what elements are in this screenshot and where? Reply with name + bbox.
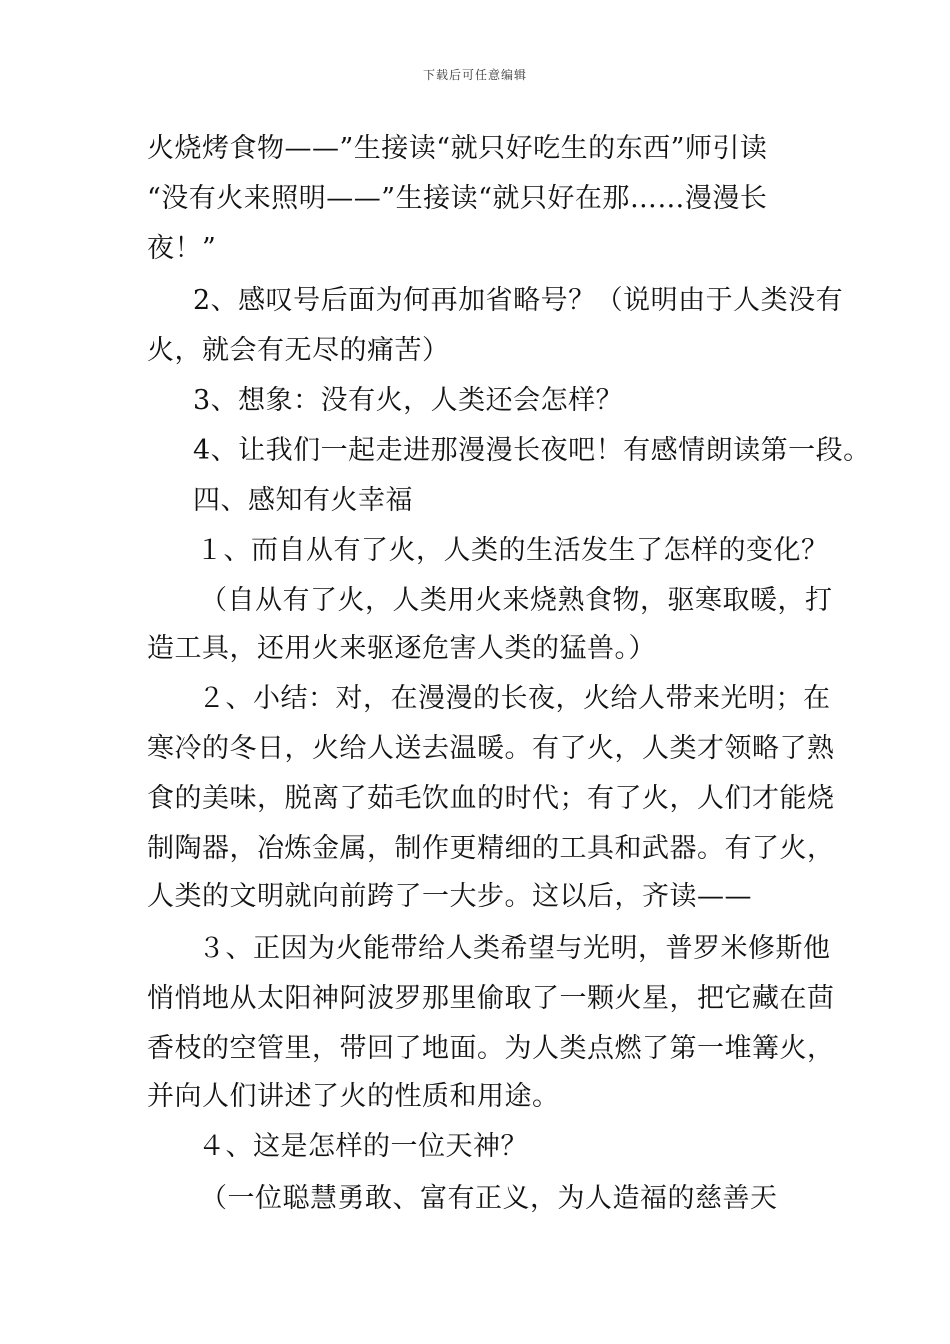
- paragraph-line: 夜！”: [147, 233, 217, 264]
- paragraph-line: 食的美味，脱离了茹毛饮血的时代；有了火，人们才能烧: [147, 783, 835, 814]
- paragraph-line: “没有火来照明——”生接读“就只好在那……漫漫长: [147, 183, 768, 214]
- paragraph-line: 寒冷的冬日，火给人送去温暖。有了火，人类才领略了熟: [147, 733, 835, 764]
- paragraph-line: （一位聪慧勇敢、富有正义，为人造福的慈善天: [200, 1183, 778, 1214]
- page-header: 下载后可任意编辑: [422, 68, 527, 82]
- paragraph-line: 香枝的空管里，带回了地面。为人类点燃了第一堆篝火，: [147, 1033, 835, 1064]
- section-heading: 四、感知有火幸福: [193, 485, 413, 516]
- paragraph-line: 造工具，还用火来驱逐危害人类的猛兽。）: [147, 633, 656, 664]
- paragraph-line: 制陶器，冶炼金属，制作更精细的工具和武器。有了火，: [147, 833, 835, 864]
- paragraph-line: 火，就会有无尽的痛苦）: [147, 335, 450, 366]
- paragraph-line: ２、小结：对，在漫漫的长夜，火给人带来光明；在: [198, 683, 831, 714]
- paragraph-line: ４、这是怎样的一位天神？: [198, 1131, 528, 1162]
- paragraph-line: 火烧烤食物——”生接读“就只好吃生的东西”师引读: [147, 133, 768, 164]
- paragraph-line: 人类的文明就向前跨了一大步。这以后，齐读——: [147, 881, 752, 912]
- paragraph-line: ３、正因为火能带给人类希望与光明，普罗米修斯他: [198, 933, 831, 964]
- paragraph-line: １、而自从有了火，人类的生活发生了怎样的变化？: [196, 535, 829, 566]
- paragraph-line: 悄悄地从太阳神阿波罗那里偷取了一颗火星，把它藏在茴: [147, 983, 835, 1014]
- paragraph-line: （自从有了火，人类用火来烧熟食物，驱寒取暖，打: [200, 585, 833, 616]
- paragraph-line: 3、想象：没有火，人类还会怎样？: [193, 385, 624, 416]
- paragraph-line: 4、让我们一起走进那漫漫长夜吧！有感情朗读第一段。: [193, 435, 871, 466]
- paragraph-line: 2、感叹号后面为何再加省略号？（说明由于人类没有: [193, 285, 844, 316]
- paragraph-line: 并向人们讲述了火的性质和用途。: [147, 1081, 560, 1112]
